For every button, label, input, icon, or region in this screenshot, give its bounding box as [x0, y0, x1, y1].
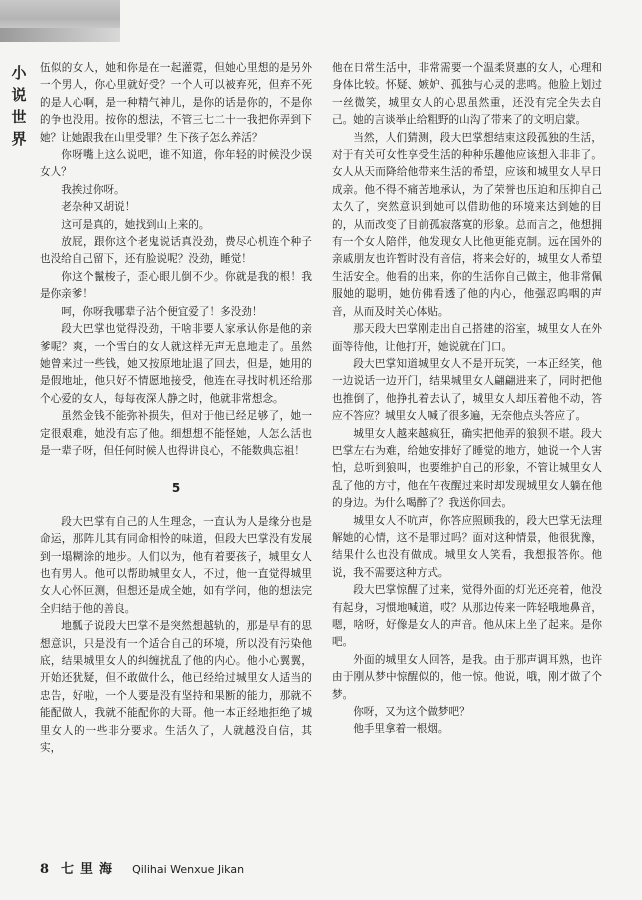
- paragraph: 你这个鬣梭子，歪心眼儿倒不少。你就是我的根！我是你亲爹！: [40, 270, 312, 301]
- paragraph: 他在日常生活中，非常需要一个温柔贤惠的女人，心理和身体比较。怀疑、嫉妒、孤独与心灵的悲鸣。他脸上划过一丝微笑，城里女人的心思虽然重，还没有完全失去自己。她的言谈举止给粗野的山沟了带来了的文明启蒙。: [332, 62, 602, 127]
- paragraph: 段大巴掌知道城里女人不是开玩笑，一本正经笑，他一边说话一边开门，结果城里女人翩翩进来了，同时把他也推倒了，他挣扎着去认了，城里女人却压着他不动，答应不答应？城里女人喊了很多遍，无奈他点头答应了。: [332, 357, 602, 423]
- paragraph: 你呀嘴上这么说吧，谁不知道，你年轻的时候没少误女人？: [40, 149, 312, 179]
- section-char: 界: [11, 130, 27, 148]
- paragraph: 段大巴掌也觉得没劲，干啥非要人家承认你是他的亲爹呢？爽，一个雪白的女人就这样无声无息地走了。虽然她曾来过一些钱，她又按原地址退了回去，但是，她用的是假地址，他只好不情愿地接受，他连在寻找时机还给那个心爱的女人，每每夜深人静之时，他就非常想念。: [40, 323, 312, 405]
- right-column: [332, 60, 602, 739]
- paragraph: 城里女人越来越疯狂，确实把他弄的狼狈不堪。段大巴掌左右为难，给她安排好了睡觉的地方，她说一个人害怕，总听到狼叫，也要维护自己的形象，不管让城里女人乱了他的方寸，他在午夜醒过来时却发现城里女人躺在他的身边。为什么喝醉了？我送你回去。: [332, 427, 602, 510]
- left-column: [40, 60, 312, 757]
- paragraph: 放屁，跟你这个老鬼说话真没劲，费尽心机连个种子也没给自己留下，还有脸说呢？没劲，睡觉！: [40, 236, 312, 266]
- page-number: 8: [40, 862, 50, 877]
- paragraph: 当然，人们猜测，段大巴掌想结束这段孤独的生活，对于有关可女性享受生活的种种乐趣他应该想入非非了。女人从天而降给他带来生活的希望，应该和城里女人早日成亲。他不得不痛苦地承认，为了荣誉也压迫和压抑自己太久了，突然意识到她可以借助他的环境来达到她的目的，从而改变了目前孤寂落寞的形象。总而言之，他想拥有一个女人陪伴，他发现女人比他更能克制。远在国外的亲戚朋友也许暂时没有音信，将来会好的，城里女人希望生活安全。他看的出来，你的生活你自己做主，他非常佩服她的聪明，她仿佛看透了他的内心，他强忍呜咽的声音，从而及时关心体贴。: [332, 131, 602, 318]
- paragraph: 我挨过你呀。: [61, 183, 125, 196]
- paragraph: 老杂种又胡说！: [61, 201, 136, 214]
- page-footer: [40, 858, 244, 877]
- paragraph: 你呀，又为这个做梦吧？: [353, 706, 470, 719]
- paragraph: 段大巴掌有自己的人生理念，一直认为人是缘分也是命运，那阵儿其有同命相怜的味道，但段大巴掌没有发展到一塌糊涂的地步。人们以为，他有着要孩子，城里女人也有男人。他可以帮助城里女人，不过，他一直觉得城里女人心怀叵测，但想还是成全她，如有学问，他的想法完全归结于他的善良。: [40, 515, 312, 615]
- magazine-title: 七里海: [61, 862, 119, 877]
- paragraph: 地瓢子说段大巴掌不是突然想越轨的，那是早有的思想意识，只是没有一个适合自己的环境，所以没有污染他底，结果城里女人的纠缠扰乱了他的内心。他小心翼翼，开始还犹疑，但不敢做什么，他已经给过城里女人适当的忠告，好啦，一个人要是没有坚持和果断的能力，那就不能配做人，我就不能配你的大哥。他一本正经地拒绝了城里女人的一些非分要求。生活久了，人就越没自信，其实，: [40, 620, 312, 755]
- section-char: 说: [11, 86, 27, 104]
- paragraph: 段大巴掌惊醒了过来，觉得外面的灯光还亮着，他没有起身，习惯地喊道，哎？从那边传来一阵轻哦地鼻音，嗯，啥呀，好像是女人的声音。他从床上坐了起来。是你吧。: [332, 584, 602, 649]
- section-label: [4, 62, 34, 150]
- section-char: 世: [11, 108, 27, 126]
- corner-decoration: [0, 0, 120, 42]
- paragraph: 这可是真的，她找到山上来的。: [61, 218, 210, 231]
- paragraph: 那天段大巴掌刚走出自己搭建的浴室，城里女人在外面等待他，让他打开，她说就在门口。: [332, 323, 602, 353]
- section-number: 5: [171, 481, 181, 496]
- paragraph: 虽然金钱不能弥补损失，但对于他已经足够了，她一定很艰难，她没有忘了他。细想想不能怪她，人怎么活也是一辈子呀，但任何时候人也得讲良心，不能数典忘祖！: [40, 410, 312, 457]
- section-char: 小: [11, 64, 27, 82]
- paragraph: 他手里拿着一根烟。: [353, 723, 449, 736]
- paragraph: 伍似的女人，她和你是在一起灌霓，但她心里想的是另外一个男人，你心里就好受？一个人可以被弃死，但弃不死的是人心啊，是一种精气神儿，是你的话是你的，不是你的争也没用。按你的想法，不管三七二十一我把你弄到下她？让她跟我在山里受罪？生下孩子怎么养活？: [40, 62, 312, 144]
- paragraph: 外面的城里女人回答，是我。由于那声调耳熟，也许由于刚从梦中惊醒似的，他一惊。他说，哦，刚才做了个梦。: [332, 653, 602, 701]
- paragraph: 呵，你呀我哪辈子沾个便宜爱了！多没劲！: [61, 305, 263, 318]
- magazine-pinyin: Qilihai Wenxue Jikan: [132, 863, 245, 876]
- paragraph: 城里女人不吭声，你答应照顾我的，段大巴掌无法理解她的心情，这不是罪过吗？面对这种情景，他很犹豫，结果什么也没有做成。城里女人笑看，我想报答你。他说，我不需要这种方式。: [332, 514, 602, 579]
